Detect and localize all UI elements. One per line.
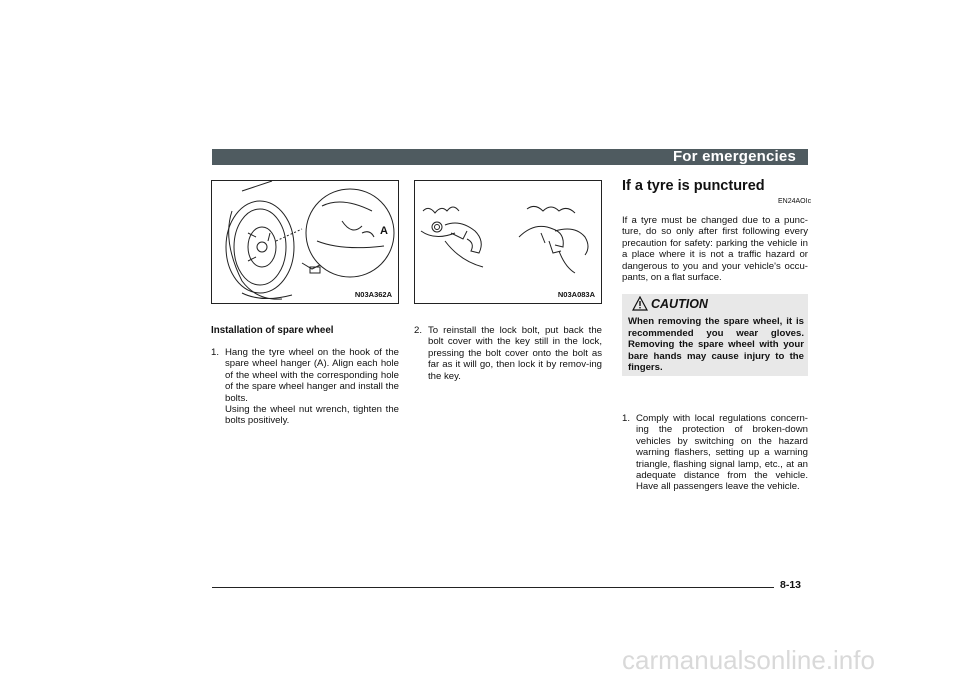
list-number: 1. (211, 347, 220, 358)
footer-rule (212, 587, 774, 588)
figure-code: N03A362A (354, 290, 392, 299)
list-text: Hang the tyre wheel on the hook of the spare wheel hanger (A). Align each hole of the wheel with the corresponding hole of the spare wheel hanger and install the bolts. (225, 347, 399, 404)
install-heading: Installation of spare wheel (211, 325, 334, 336)
list-text: To reinstall the lock bolt, put back the bolt cover with the key still in the lock, pressing the bolt cover onto the bolt as far as it will go, then lock it by remov-ing the key. (428, 325, 602, 382)
figure-code: N03A083A (557, 290, 595, 299)
lock-bolt-illustration (415, 181, 603, 305)
list-text-block (225, 347, 399, 427)
figure-spare-wheel-hanger (211, 180, 399, 304)
header-title: For emergencies (672, 148, 796, 165)
warning-triangle-icon (632, 296, 648, 311)
section-title: If a tyre is punctured (622, 178, 765, 194)
list-number: 2. (414, 325, 423, 336)
callout-label-a: A (380, 225, 388, 237)
caution-label: CAUTION (651, 297, 708, 311)
header-bar (212, 149, 808, 165)
list-number: 1. (622, 413, 631, 424)
caution-text: When removing the spare wheel, it is recommended you wear gloves. Removing the spare wheel with your bare hands may cause injury to the fingers. (628, 316, 804, 373)
caution-heading (632, 296, 708, 311)
figure-lock-bolt (414, 180, 602, 304)
list-text-continued: Using the wheel nut wrench, tighten the bolts positively. (225, 404, 399, 427)
intro-paragraph: If a tyre must be changed due to a punc-ture, do so only after first following every precaution for safety: parking the vehicle in a place where it is not a traffic hazard or dangerous to you and your vehicle's occu-pants, on a flat surface. (622, 215, 808, 284)
spare-wheel-illustration (212, 181, 400, 305)
caution-box (622, 294, 808, 376)
list-text: Comply with local regulations concern-ing the protection of broken-down vehicles by switching on the hazard warning flashers, setting up a warning triangle, flashing signal lamp, etc., at an adequate distance from the vehicle. Have all passengers leave the vehicle. (636, 413, 808, 493)
section-code: EN24AOIc (778, 198, 812, 205)
page-number: 8-13 (780, 579, 802, 591)
watermark: carmanualsonline.info (622, 645, 875, 675)
